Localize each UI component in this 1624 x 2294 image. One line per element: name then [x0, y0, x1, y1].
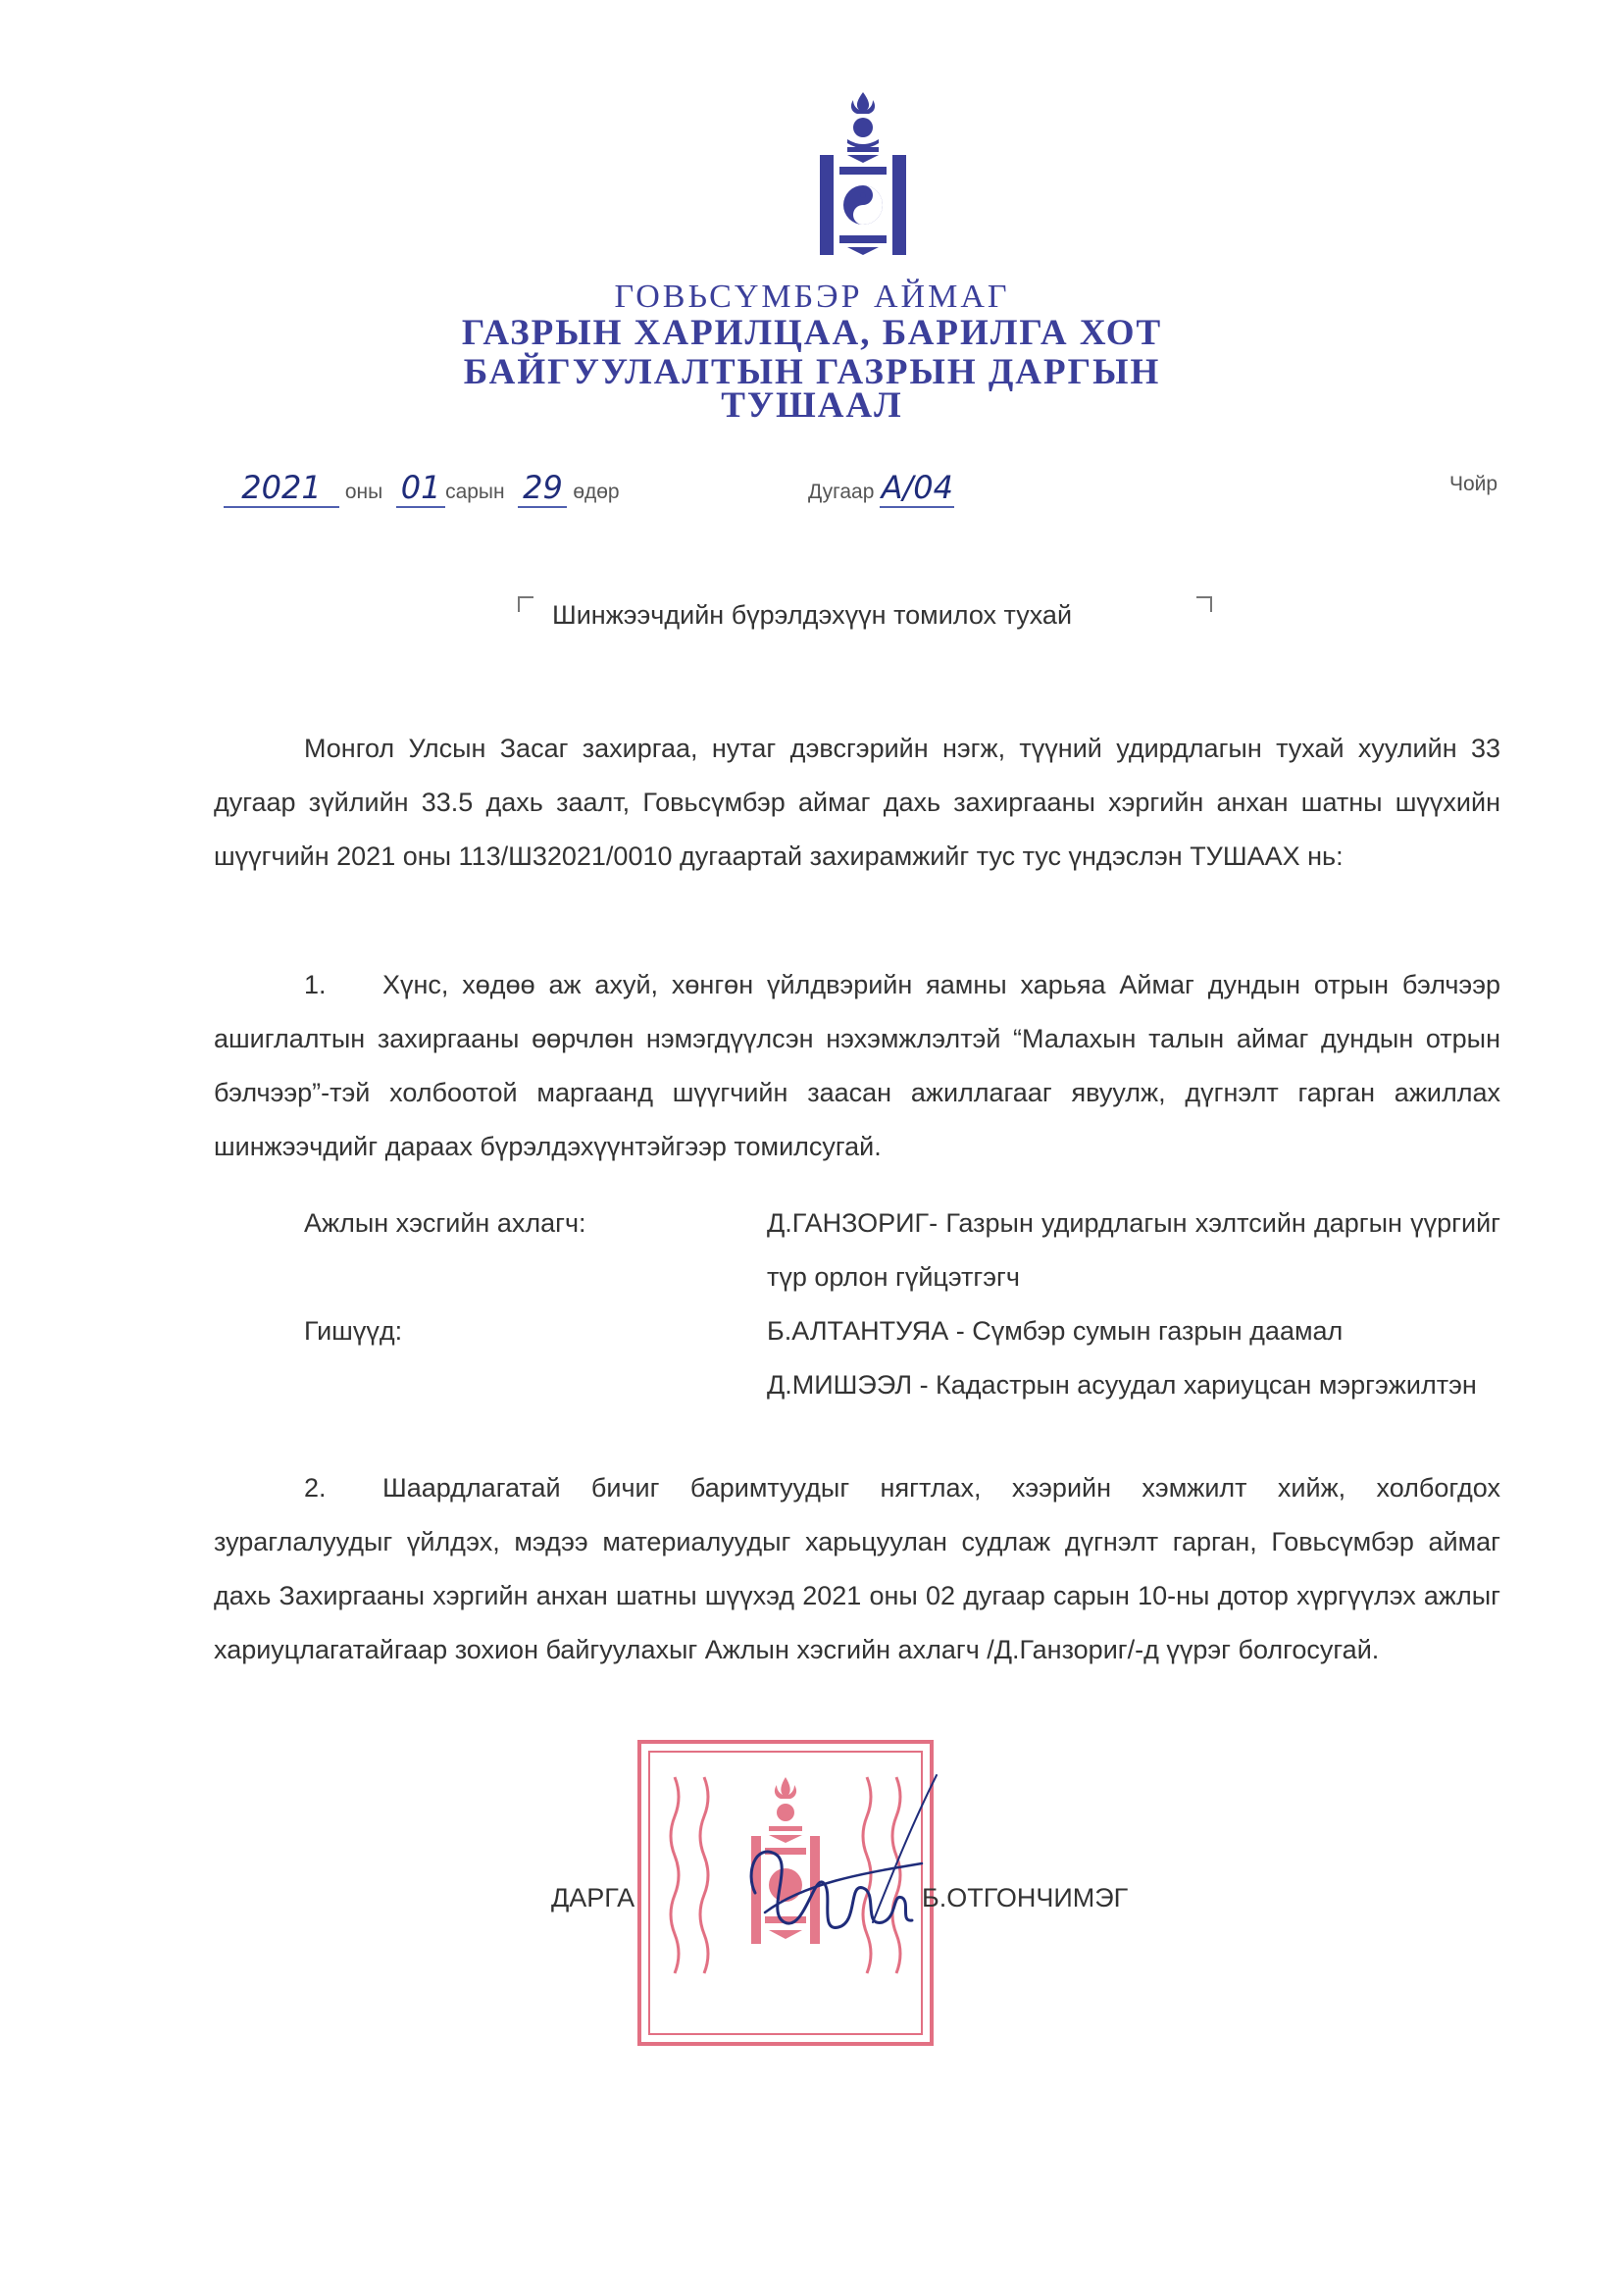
document-type: ТУШААЛ	[721, 385, 903, 426]
date-year-suffix: оны	[344, 481, 383, 503]
date-day-suffix: өдөр	[573, 481, 620, 503]
member-entry: Б.АЛТАНТУЯА - Сүмбэр сумын газрын даамал	[767, 1316, 1344, 1346]
order-item-2	[214, 1461, 1500, 1677]
date-field	[224, 469, 620, 508]
office-name-line2: БАЙГУУЛАЛТЫН ГАЗРЫН ДАРГЫН	[463, 352, 1161, 392]
order-item-number: 1.	[304, 970, 327, 999]
leader-label: Ажлын хэсгийн ахлагч:	[304, 1208, 586, 1238]
document-number-field	[808, 469, 954, 508]
leader-entry: Д.ГАНЗОРИГ- Газрын удирдлагын хэлтсийн даргын үүргийг түр орлон гүйцэтгэгч	[767, 1208, 1500, 1292]
aimag-name: ГОВЬСҮМБЭР АЙМАГ	[614, 279, 1010, 315]
office-name-line1: ГАЗРЫН ХАРИЛЦАА, БАРИЛГА ХОТ	[461, 313, 1163, 353]
order-item-number: 2.	[304, 1473, 327, 1503]
document-subject: Шинжээчдийн бүрэлдэхүүн томилох тухай	[551, 600, 1073, 630]
office-name	[0, 314, 1624, 392]
document-number: А/04	[881, 469, 953, 506]
order-item-1	[214, 958, 1500, 1174]
date-year: 2021	[224, 469, 339, 508]
signer-title: ДАРГА	[551, 1883, 635, 1912]
soyombo-emblem-icon	[818, 90, 908, 259]
signer-name: Б.ОТГОНЧИМЭГ	[922, 1883, 1129, 1912]
handwritten-signature	[726, 1765, 941, 1981]
date-month: 01	[396, 469, 445, 508]
order-item-text: Хүнс, хөдөө аж ахуй, хөнгөн үйлдвэрийн яамны харьяа Аймаг дундын отрын бэлчээр ашиглалтын захиргааны өөрчлөн нэмэгдүүлсэн нэхэмжлэлтэй “Малахын талын аймаг дундын отрын бэлчээр”-тэй холбоотой маргаанд шүүгчийн заасан ажиллагааг явуулж, дүгнэлт гарган ажиллах шинжээчдийг дараах бүрэлдэхүүнтэйгээр томилсугай.	[214, 970, 1500, 1161]
date-day: 29	[518, 469, 567, 508]
members-label: Гишүүд:	[304, 1316, 403, 1346]
member-entry: Д.МИШЭЭЛ - Кадастрын асуудал хариуцсан мэргэжилтэн	[767, 1370, 1477, 1400]
preamble-paragraph: Монгол Улсын Засаг захиргаа, нутаг дэвсгэрийн нэгж, түүний удирдлагын тухай хуулийн 33 дугаар зүйлийн 33.5 дахь заалт, Говьсүмбэр аймаг дахь захиргааны хэргийн анхан шатны шүүхийн шүүгчийн 2021 оны 113/Ш32021/0010 дугаартай захирамжийг тус тус үндэслэн ТУШААХ нь:	[214, 734, 1500, 871]
order-item-text: Шаардлагатай бичиг баримтуудыг нягтлах, хээрийн хэмжилт хийж, холбогдох зураглалуудыг үйлдэх, мэдээ материалуудыг харьцуулан судлаж дүгнэлт гарган, Говьсүмбэр аймаг дахь Захиргааны хэргийн анхан шатны шүүхэд 2021 оны 02 дугаар сарын 10-ны дотор хүргүүлэх ажлыг хариуцлагатайгаар зохион байгуулахыг Ажлын хэсгийн ахлагч /Д.Ганзориг/-д үүрэг болгосугай.	[214, 1473, 1500, 1664]
document-place: Чойр	[1449, 473, 1498, 495]
date-month-suffix: сарын	[445, 481, 505, 503]
document-number-label: Дугаар	[808, 481, 875, 503]
